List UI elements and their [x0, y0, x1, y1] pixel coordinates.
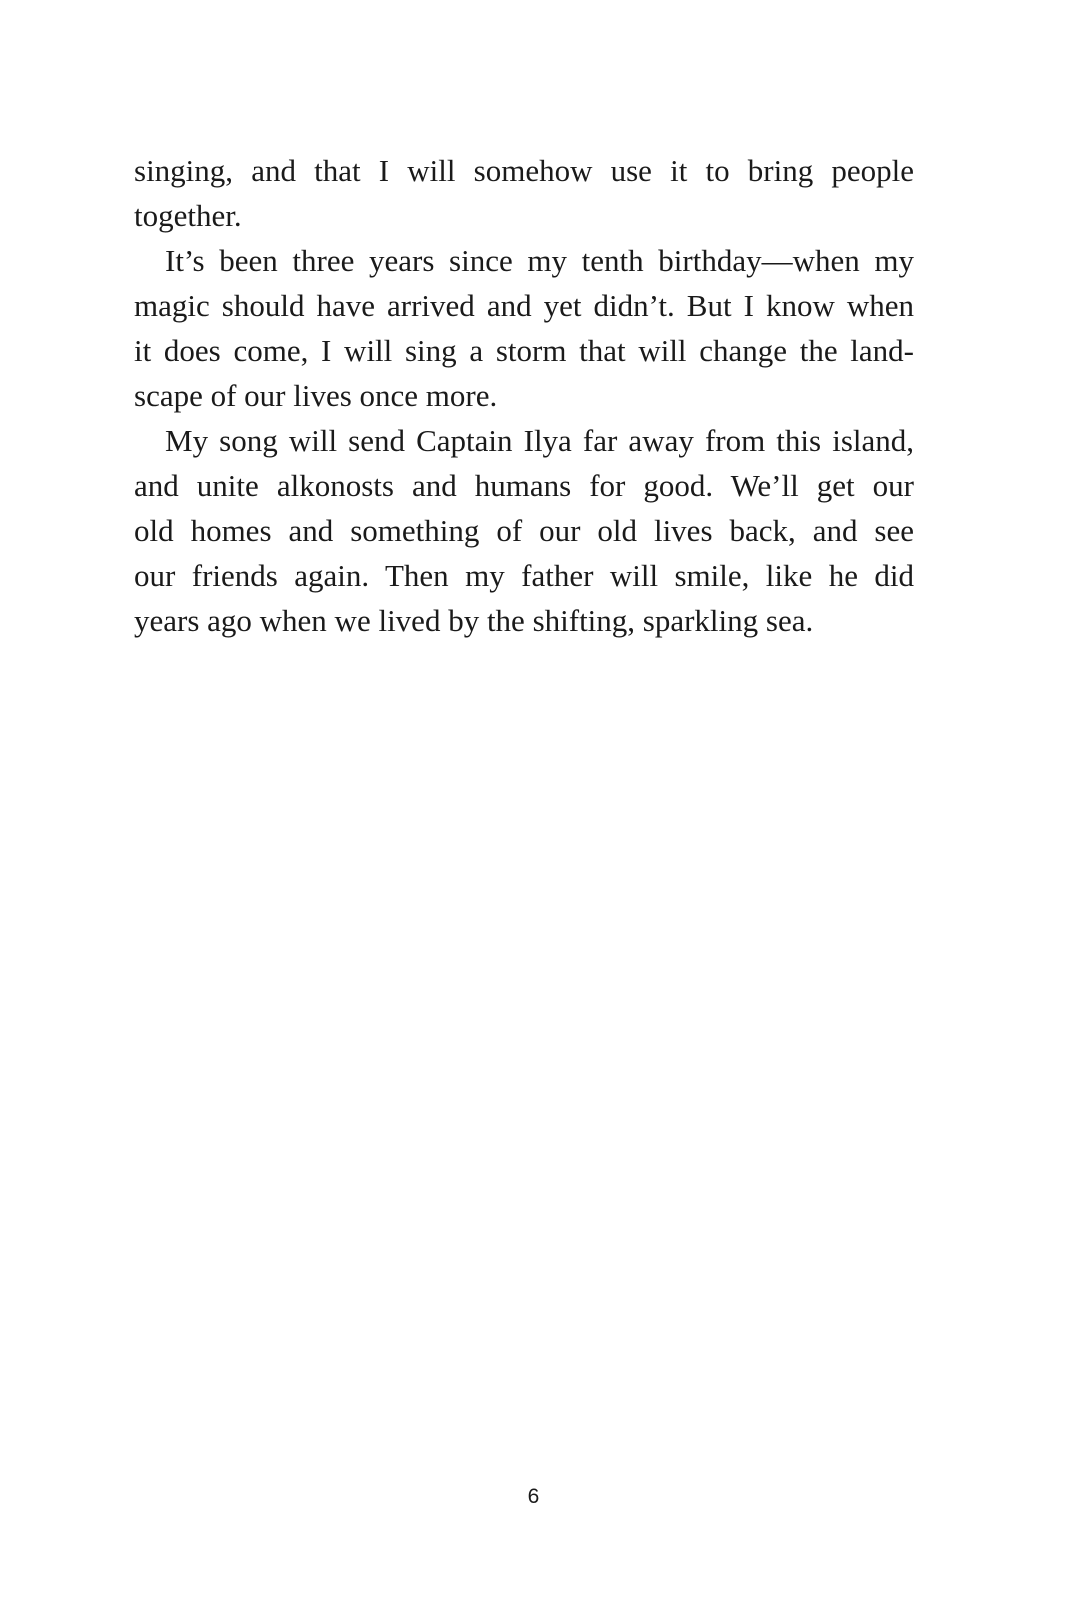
text-line: magic should have arrived and yet didn’t. But I know when [134, 288, 914, 323]
text-line: together. [134, 198, 242, 233]
paragraph [134, 418, 914, 643]
text-line: it does come, I will sing a storm that will change the land- [134, 333, 914, 368]
text-line: scape of our lives once more. [134, 378, 498, 413]
text-line: singing, and that I will somehow use it to bring people [134, 153, 914, 188]
text-line: It’s been three years since my tenth birthday—when my [165, 243, 914, 278]
body-text [134, 148, 914, 643]
text-line: our friends again. Then my father will smile, like he did [134, 558, 914, 593]
text-line: old homes and something of our old lives back, and see [134, 513, 914, 548]
text-line: My song will send Captain Ilya far away from this island, [165, 423, 914, 458]
text-line: and unite alkonosts and humans for good. We’ll get our [134, 468, 914, 503]
text-line: years ago when we lived by the shifting, sparkling sea. [134, 603, 814, 638]
paragraph [134, 148, 914, 238]
paragraph [134, 238, 914, 418]
page-number: 6 [527, 1485, 540, 1508]
